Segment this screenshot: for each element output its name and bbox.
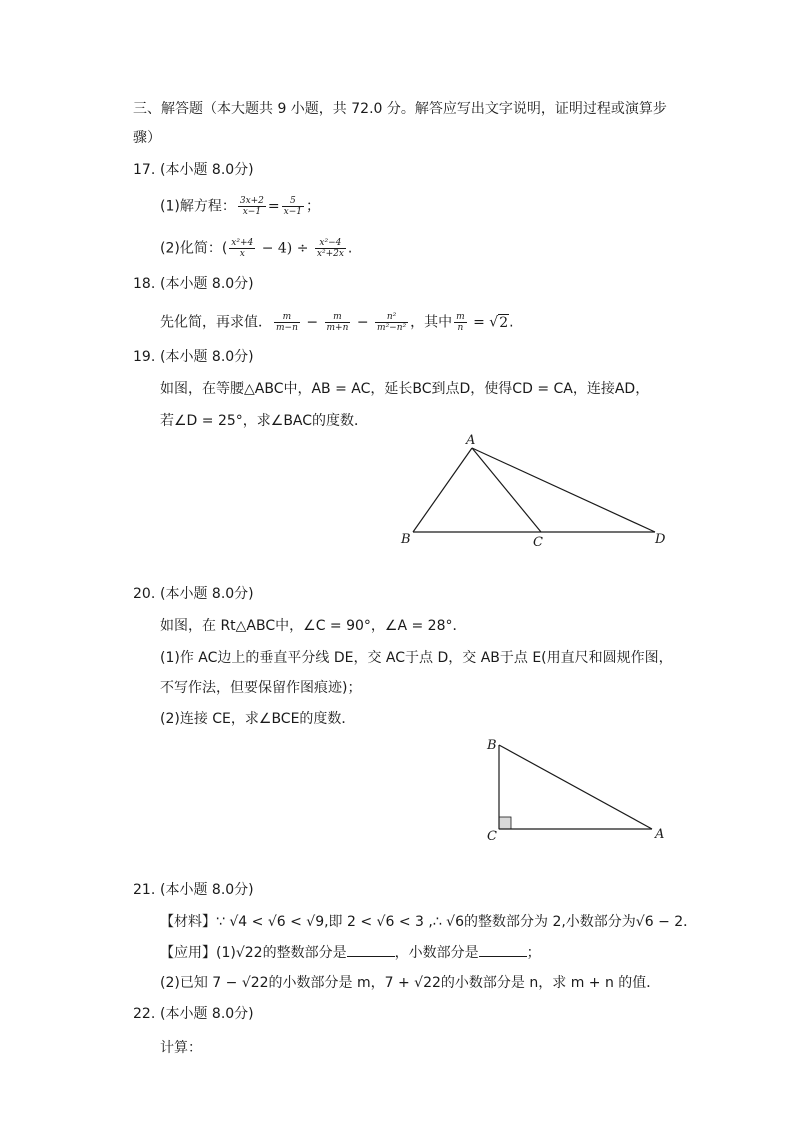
triangle-figure-19 — [395, 428, 680, 553]
answer-blank-decimal[interactable] — [479, 942, 527, 957]
q17-part1: (1)解方程： $\frac{3x+2}{x-1}$ = $\frac{5}{x-1}$ ； — [160, 196, 320, 217]
q17-part2: (2)化简：( $\frac{\text{x²+4}}{x}$ − 4) ÷ $\frac{\text{x²−4}}{\text{x²+2x}}$ . — [160, 238, 353, 259]
question-score: (本小题 8.0分) — [160, 276, 254, 292]
label-d: D — [655, 532, 666, 547]
question-number: 19. — [133, 349, 156, 365]
q20-text-1: 如图，在 Rt△ABC中，∠C = 90°，∠A = 28°． — [160, 618, 467, 634]
section-title-cont: 骤） — [133, 130, 161, 146]
q20-text-3: 不写作法，但要保留作图痕迹)； — [160, 680, 362, 696]
question-score: (本小题 8.0分) — [160, 349, 254, 365]
section-title: 三、解答题（本大题共 9 小题，共 72.0 分。解答应写出文字说明，证明过程或演算步 — [133, 101, 667, 117]
label-b: B — [487, 738, 497, 753]
q19-text-1: 如图，在等腰△ABC中，AB = AC，延长BC到点D，使得CD = CA，连接AD， — [160, 381, 650, 397]
question-score: (本小题 8.0分) — [160, 586, 254, 602]
segment-ab — [413, 448, 472, 532]
q17-part1-prefix: (1)解方程： — [160, 198, 236, 215]
label-c: C — [533, 535, 543, 550]
question-number: 21. — [133, 882, 156, 898]
q21-material: 【材料】∵ √4 < √6 < √9,即 2 < √6 < 3 ,∴ √6的整数部分为 2,小数部分为√6 − 2． — [160, 914, 698, 930]
q21-apply-1: 【应用】(1)√22的整数部分是 ，小数部分是 ； — [160, 942, 541, 963]
question-score: (本小题 8.0分) — [160, 162, 254, 178]
q21-part2: (2)已知 7 − √22的小数部分是 m，7 + √22的小数部分是 n，求 m + n 的值． — [160, 975, 661, 991]
q19-text-2: 若∠D = 25°，求∠BAC的度数． — [160, 413, 369, 429]
q22-text-1: 计算： — [160, 1040, 202, 1056]
right-angle-marker — [499, 817, 511, 829]
q20-text-4: (2)连接 CE，求∠BCE的度数． — [160, 711, 356, 727]
q17-frac-a: $\frac{\text{x²+4}}{x}$ — [231, 238, 254, 259]
question-score: (本小题 8.0分) — [160, 882, 254, 898]
q17-frac-rhs: $\frac{5}{x-1}$ — [283, 196, 302, 217]
segment-ad — [472, 448, 655, 532]
question-number: 20. — [133, 586, 156, 602]
segment-ab — [499, 745, 652, 829]
question-number: 17. — [133, 162, 156, 178]
label-b: B — [401, 532, 411, 547]
right-triangle-figure-20 — [480, 732, 670, 847]
q20-text-2: (1)作 AC边上的垂直平分线 DE，交 AC于点 D，交 AB于点 E(用直尺和圆规作图， — [160, 650, 673, 666]
q17-frac-b: $\frac{\text{x²−4}}{\text{x²+2x}}$ — [316, 238, 344, 259]
label-c: C — [487, 829, 497, 844]
question-number: 22. — [133, 1006, 156, 1022]
q17-frac-lhs: $\frac{3x+2}{x-1}$ — [239, 196, 264, 217]
q18-expression: 先化简，再求值． $\frac{m}{m-n}$ − $\frac{m}{m+n}$ − $\frac{\text{n²}}{\text{m²−n²}}$ ，其中 $\frac{m}{n}$ = √2. — [160, 312, 514, 333]
segment-ac — [472, 448, 541, 532]
question-score: (本小题 8.0分) — [160, 1006, 254, 1022]
label-a: A — [655, 827, 665, 842]
label-a: A — [466, 433, 476, 448]
question-number: 18. — [133, 276, 156, 292]
answer-blank-integer[interactable] — [347, 942, 395, 957]
